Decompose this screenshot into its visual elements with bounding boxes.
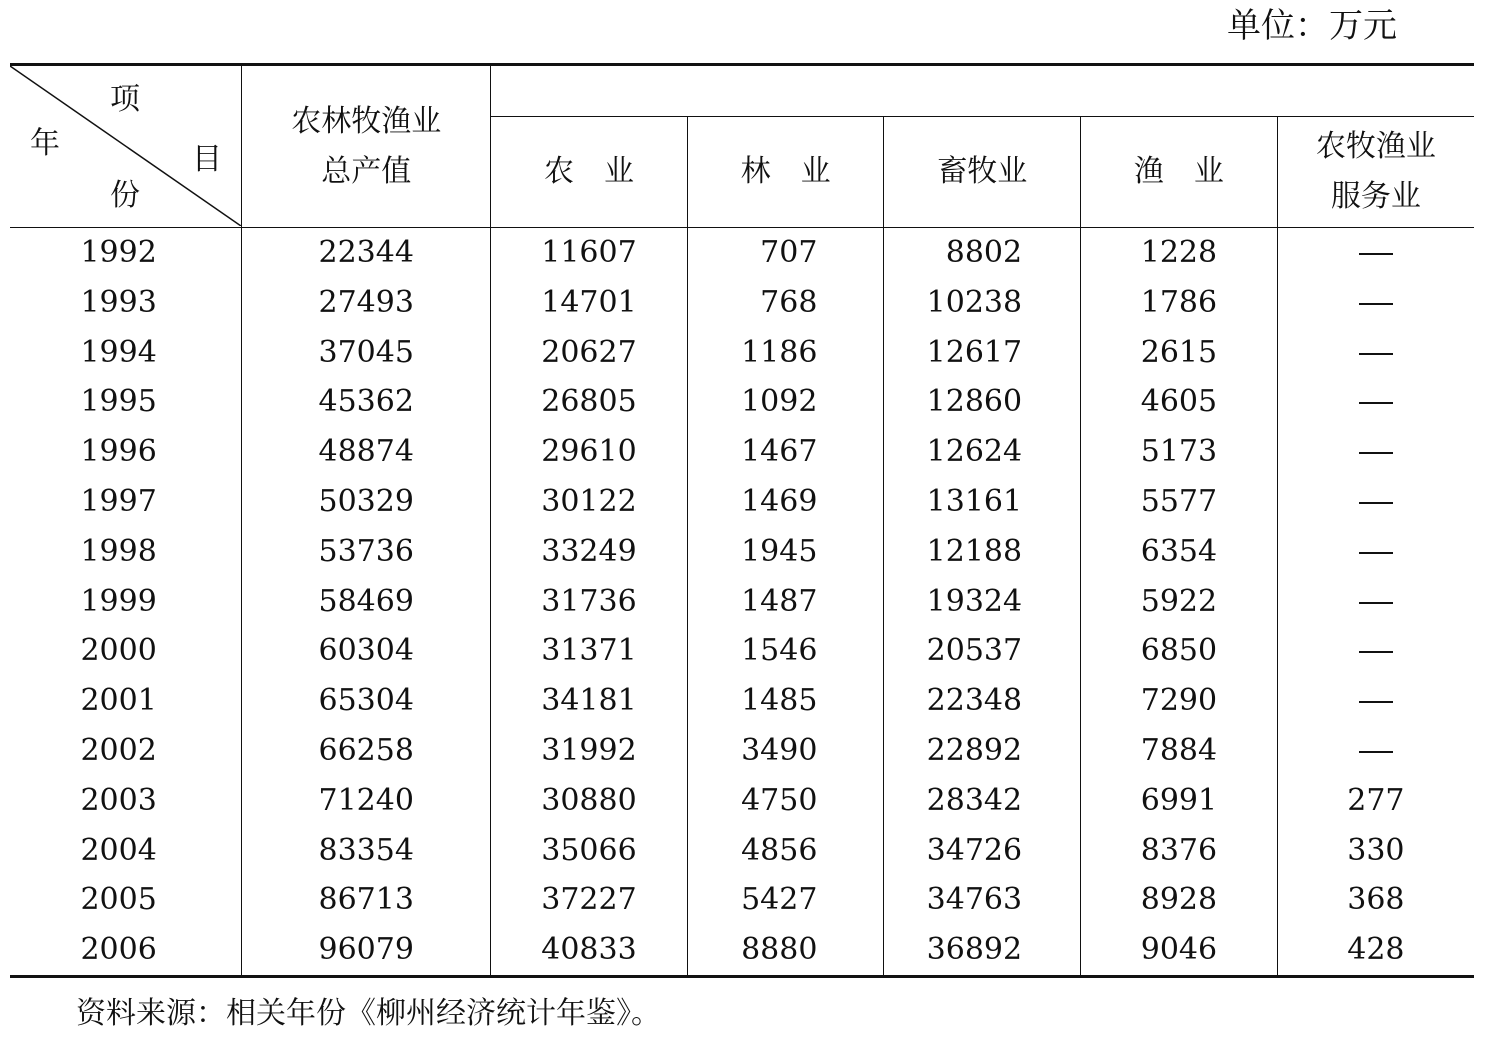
service-cell — [1277, 626, 1474, 676]
total-output-cell: 27493 — [242, 278, 491, 328]
total-output-cell: 53736 — [242, 527, 491, 577]
unit-label: 单位：万元 — [1227, 6, 1397, 46]
service-cell — [1277, 427, 1474, 477]
corner-header-cell — [10, 65, 242, 228]
animal-husbandry-cell: 12860 — [884, 377, 1081, 427]
table-row — [10, 427, 1474, 477]
table-row — [10, 726, 1474, 776]
agriculture-header: 农 业 — [491, 117, 688, 228]
agriculture-cell: 29610 — [491, 427, 688, 477]
total-output-header-line1: 农林牧渔业 — [291, 103, 442, 139]
service-cell: 428 — [1277, 925, 1474, 976]
total-output-cell: 83354 — [242, 826, 491, 876]
animal-husbandry-cell: 34763 — [884, 875, 1081, 925]
table-row — [10, 776, 1474, 826]
agriculture-cell: 31736 — [491, 577, 688, 627]
table-row — [10, 626, 1474, 676]
forestry-cell: 1945 — [687, 527, 884, 577]
year-cell: 1998 — [80, 533, 157, 569]
year-cell: 1992 — [80, 235, 157, 270]
empty-dash — [1359, 452, 1393, 454]
year-cell: 2003 — [80, 782, 157, 818]
forestry-cell: 768 — [687, 278, 884, 328]
year-cell: 1999 — [80, 583, 157, 619]
animal-husbandry-cell: 34726 — [884, 826, 1081, 876]
table-body — [10, 228, 1474, 977]
forestry-cell: 8880 — [687, 925, 884, 976]
table-header — [10, 65, 1474, 228]
forestry-cell: 707 — [687, 228, 884, 278]
service-header-line2: 服务业 — [1330, 179, 1421, 214]
fishery-header: 渔 业 — [1081, 117, 1278, 228]
fishery-cell: 8376 — [1081, 826, 1278, 876]
sub-sectors-spacer — [491, 65, 1474, 117]
fishery-cell: 8928 — [1081, 875, 1278, 925]
forestry-cell: 4856 — [687, 826, 884, 876]
agriculture-cell: 34181 — [491, 676, 688, 726]
table-row — [10, 228, 1474, 278]
service-cell — [1277, 577, 1474, 627]
agriculture-cell: 11607 — [491, 228, 688, 278]
fishery-cell: 5173 — [1081, 427, 1278, 477]
empty-dash — [1359, 701, 1393, 703]
total-output-cell: 45362 — [242, 377, 491, 427]
fishery-cell: 5577 — [1081, 477, 1278, 527]
fishery-cell: 9046 — [1081, 925, 1278, 976]
source-note: 资料来源：相关年份《柳州经济统计年鉴》。 — [76, 996, 661, 1031]
corner-item-top: 项 — [110, 82, 140, 117]
table-row — [10, 377, 1474, 427]
fishery-cell: 1228 — [1081, 228, 1278, 278]
animal-husbandry-cell: 22348 — [884, 676, 1081, 726]
year-cell: 1996 — [80, 434, 157, 470]
year-cell: 1995 — [80, 384, 157, 420]
fishery-cell: 4605 — [1081, 377, 1278, 427]
total-output-cell: 50329 — [242, 477, 491, 527]
empty-dash — [1359, 552, 1393, 554]
table-row — [10, 925, 1474, 976]
forestry-cell: 5427 — [687, 875, 884, 925]
table-row — [10, 577, 1474, 627]
service-cell — [1277, 726, 1474, 776]
total-output-cell: 86713 — [242, 875, 491, 925]
table-row — [10, 527, 1474, 577]
fishery-cell: 7290 — [1081, 676, 1278, 726]
empty-dash — [1359, 502, 1393, 504]
service-cell — [1277, 527, 1474, 577]
year-cell: 2006 — [10, 925, 242, 976]
forestry-cell: 1467 — [687, 427, 884, 477]
year-cell: 1997 — [80, 483, 157, 519]
animal-husbandry-cell: 10238 — [884, 278, 1081, 328]
animal-husbandry-cell: 28342 — [884, 776, 1081, 826]
total-output-cell: 37045 — [242, 328, 491, 378]
empty-dash — [1359, 402, 1393, 404]
agriculture-cell: 31371 — [491, 626, 688, 676]
service-cell — [1277, 278, 1474, 328]
agriculture-cell: 33249 — [491, 527, 688, 577]
total-output-cell: 48874 — [242, 427, 491, 477]
service-cell — [1277, 228, 1474, 278]
forestry-cell: 3490 — [687, 726, 884, 776]
empty-dash — [1359, 602, 1393, 604]
service-cell: 277 — [1277, 776, 1474, 826]
forestry-cell: 1546 — [687, 626, 884, 676]
total-output-cell: 60304 — [242, 626, 491, 676]
empty-dash — [1359, 651, 1393, 653]
total-output-cell: 65304 — [242, 676, 491, 726]
table-row — [10, 477, 1474, 527]
forestry-cell: 1487 — [687, 577, 884, 627]
animal-husbandry-cell: 8802 — [884, 228, 1081, 278]
agriculture-cell: 26805 — [491, 377, 688, 427]
fishery-cell: 5922 — [1081, 577, 1278, 627]
agriculture-cell: 14701 — [491, 278, 688, 328]
fishery-cell: 6354 — [1081, 527, 1278, 577]
total-output-cell: 71240 — [242, 776, 491, 826]
table-row — [10, 278, 1474, 328]
total-output-cell: 66258 — [242, 726, 491, 776]
year-cell: 2005 — [80, 882, 157, 918]
total-output-cell: 22344 — [242, 228, 491, 278]
forestry-cell: 1186 — [687, 328, 884, 378]
fishery-cell: 6991 — [1081, 776, 1278, 826]
data-table-container — [10, 63, 1474, 978]
service-cell — [1277, 477, 1474, 527]
empty-dash — [1359, 751, 1393, 753]
year-cell: 1993 — [80, 284, 157, 320]
fishery-cell: 1786 — [1081, 278, 1278, 328]
service-cell — [1277, 328, 1474, 378]
animal-husbandry-cell: 12624 — [884, 427, 1081, 477]
year-cell: 2001 — [80, 683, 157, 719]
service-cell: 330 — [1277, 826, 1474, 876]
agriculture-cell: 37227 — [491, 875, 688, 925]
animal-husbandry-cell: 36892 — [884, 925, 1081, 976]
service-header-line1: 农牧渔业 — [1315, 129, 1436, 164]
fishery-cell: 2615 — [1081, 328, 1278, 378]
year-cell: 2002 — [80, 732, 157, 768]
total-output-cell: 58469 — [242, 577, 491, 627]
agriculture-cell: 31992 — [491, 726, 688, 776]
total-output-header — [242, 65, 491, 228]
animal-husbandry-cell: 12617 — [884, 328, 1081, 378]
fishery-cell: 6850 — [1081, 626, 1278, 676]
animal-husbandry-cell: 12188 — [884, 527, 1081, 577]
output-value-table — [10, 63, 1474, 978]
corner-item-bottom: 目 — [192, 142, 222, 177]
animal-husbandry-cell: 13161 — [884, 477, 1081, 527]
year-cell: 1994 — [80, 334, 157, 370]
empty-dash — [1359, 303, 1393, 305]
agriculture-cell: 20627 — [491, 328, 688, 378]
forestry-cell: 1469 — [687, 477, 884, 527]
animal-husbandry-cell: 19324 — [884, 577, 1081, 627]
forestry-cell: 1092 — [687, 377, 884, 427]
forestry-cell: 1485 — [687, 676, 884, 726]
corner-year-left: 年 — [30, 126, 60, 161]
total-output-header-line2: 总产值 — [321, 153, 412, 189]
table-row — [10, 328, 1474, 378]
empty-dash — [1359, 253, 1393, 255]
forestry-cell: 4750 — [687, 776, 884, 826]
corner-year-bottom: 份 — [110, 178, 140, 213]
animal-husbandry-cell: 22892 — [884, 726, 1081, 776]
agriculture-cell: 40833 — [491, 925, 688, 976]
service-cell — [1277, 676, 1474, 726]
animal-husbandry-header: 畜牧业 — [884, 117, 1081, 228]
agriculture-cell: 30122 — [491, 477, 688, 527]
year-cell: 2000 — [80, 633, 157, 669]
table-row — [10, 875, 1474, 925]
service-header — [1277, 117, 1474, 228]
table-row — [10, 676, 1474, 726]
service-cell: 368 — [1277, 875, 1474, 925]
animal-husbandry-cell: 20537 — [884, 626, 1081, 676]
empty-dash — [1359, 353, 1393, 355]
agriculture-cell: 30880 — [491, 776, 688, 826]
fishery-cell: 7884 — [1081, 726, 1278, 776]
table-row — [10, 826, 1474, 876]
year-cell: 2004 — [80, 832, 157, 868]
total-output-cell: 96079 — [242, 925, 491, 976]
agriculture-cell: 35066 — [491, 826, 688, 876]
forestry-header: 林 业 — [687, 117, 884, 228]
service-cell — [1277, 377, 1474, 427]
